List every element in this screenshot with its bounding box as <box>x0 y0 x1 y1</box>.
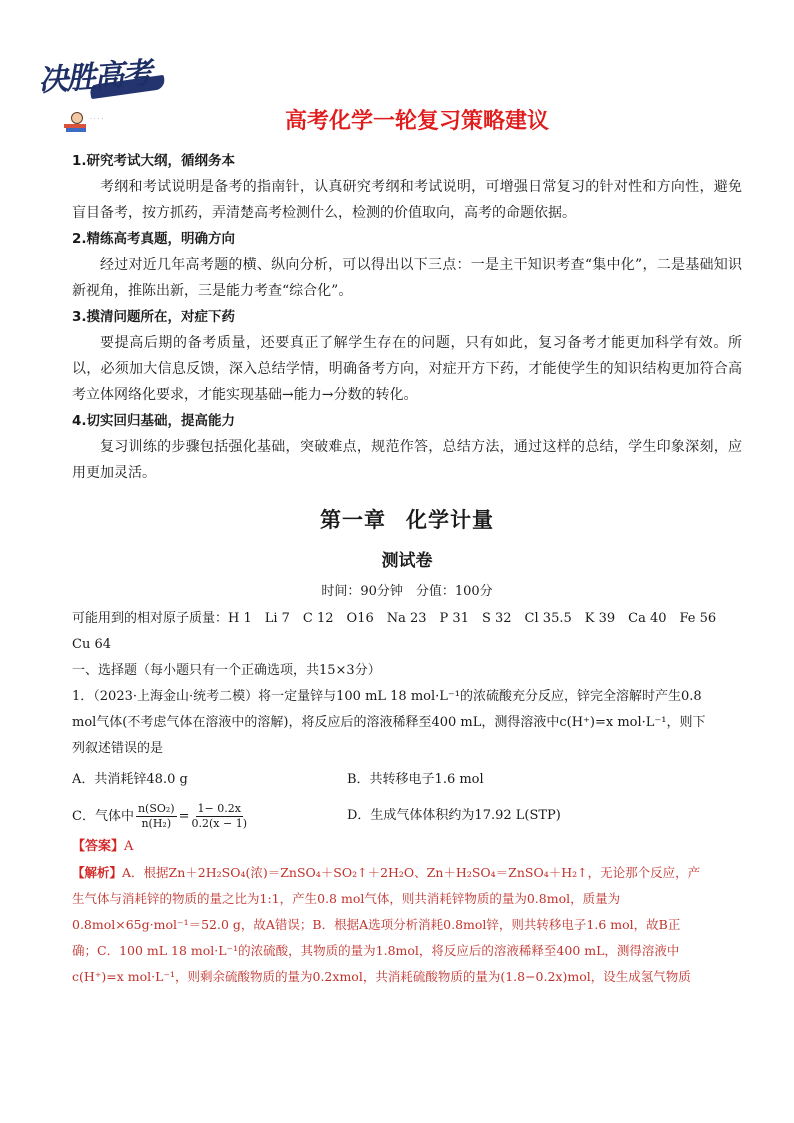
logo-text: 决胜高考 <box>37 56 152 99</box>
page-title: 高考化学一轮复习策略建议 <box>284 109 549 134</box>
chapter-title <box>72 500 742 540</box>
section-body-2: 经过对近几年高考题的横、纵向分析，可以得出以下三点：一是主干知识考查“集中化”，二是基础知识新视角，推陈出新，三是能力考查“综合化”。 <box>72 257 742 299</box>
question-line-1: 1．（2023·上海金山·统考二模）将一定量锌与100 mL 18 mol·L⁻¹的浓硫酸充分反应，锌完全溶解时产生0.8 <box>72 689 702 704</box>
atomic-mass-line-1: 可能用到的相对原子质量：H 1 Li 7 C 12 O16 Na 23 P 31 S 32 Cl 35.5 K 39 Ca 40 Fe 56 <box>72 611 717 626</box>
section-body-4: 复习训练的步骤包括强化基础，突破难点，规范作答，总结方法，通过这样的总结，学生印象深刻，应用更加灵活。 <box>72 439 742 481</box>
explanation-line-4: 确；C．100 mL 18 mol·L⁻¹的浓硫酸，其物质的量为1.8mol，将反应后的溶液稀释至400 mL，测得溶液中 <box>72 943 680 958</box>
time-score: 时间：90分钟 分值：100分 <box>321 584 493 599</box>
section-title: 一、选择题（每小题只有一个正确选项，共15×3分） <box>72 663 381 678</box>
option-b: B．共转移电子1.6 mol <box>347 772 484 787</box>
options-row-2 <box>72 798 742 834</box>
explanation-line-3: 0.8mol×65g·mol⁻¹＝52.0 g，故A错误；B．根据A选项分析消耗0.8mol锌，则共转移电子1.6 mol，故B正 <box>72 917 681 932</box>
fraction-2: $\frac{1- 0.2x}{0.2(x - 1)}$ <box>191 801 247 830</box>
explanation-line-5: c(H⁺)=x mol·L⁻¹，则剩余硫酸物质的量为0.2xmol，共消耗硫酸物质的量为(1.8−0.2x)mol，设生成氢气物质 <box>72 969 691 984</box>
option-a: A．共消耗锌48.0 g <box>72 772 188 787</box>
section-heading-3: 3.摸清问题所在，对症下药 <box>72 309 236 325</box>
document-body <box>72 148 742 990</box>
answer: 【答案】A <box>72 839 134 854</box>
section-body-1: 考纲和考试说明是备考的指南针，认真研究考纲和考试说明，可增强日常复习的针对性和方向性，避免盲目备考，按方抓药，弄清楚高考检测什么，检测的价值取向，高考的命题依据。 <box>72 179 742 221</box>
question-line-3: 列叙述错误的是 <box>72 741 164 756</box>
section-heading-2: 2.精练高考真题，明确方向 <box>72 231 236 247</box>
option-d: D．生成气体体积约为17.92 L(STP) <box>347 808 561 823</box>
section-body-3: 要提高后期的备考质量，还要真正了解学生存在的问题，只有如此，复习备考才能更加科学有效。所以，必须加大信息反馈，深入总结学情，明确备考方向，对症开方下药，才能使学生的知识结构更加符合高考立体网络化要求，才能实现基础→能力→分数的转化。 <box>72 335 742 403</box>
atomic-mass-line-2: Cu 64 <box>72 637 111 652</box>
fraction-1: $\frac{\text{n(SO₂)}}{\text{n(H₂)}}$ <box>137 801 175 830</box>
chapter-number: 第一章 <box>320 508 386 532</box>
option-c: C．气体中 $\frac{\text{n(SO₂)}}{\text{n(H₂)}}$ = $\frac{1- 0.2x}{0.2(x - 1)}$ <box>72 801 247 830</box>
question-line-2: mol气体(不考虑气体在溶液中的溶解)，将反应后的溶液稀释至400 mL，测得溶液中c(H⁺)=x mol·L⁻¹，则下 <box>72 715 706 730</box>
option-c-prefix: C．气体中 <box>72 808 134 824</box>
section-heading-4: 4.切实回归基础，提高能力 <box>72 413 236 429</box>
chapter-name: 化学计量 <box>406 508 494 532</box>
logo-small-text: · · · · <box>90 116 104 123</box>
options-row-1 <box>72 762 742 798</box>
test-title: 测试卷 <box>381 551 433 571</box>
explanation-line-2: 生气体与消耗锌的物质的量之比为1:1，产生0.8 mol气体，则共消耗锌物质的量为0.8mol，质量为 <box>72 891 621 906</box>
explanation-line-1: 【解析】A．根据Zn＋2H₂SO₄(浓)＝ZnSO₄＋SO₂↑＋2H₂O、Zn＋H₂SO₄＝ZnSO₄＋H₂↑，无论那个反应，产 <box>72 865 701 880</box>
section-heading-1: 1.研究考试大纲，循纲务本 <box>72 153 236 169</box>
